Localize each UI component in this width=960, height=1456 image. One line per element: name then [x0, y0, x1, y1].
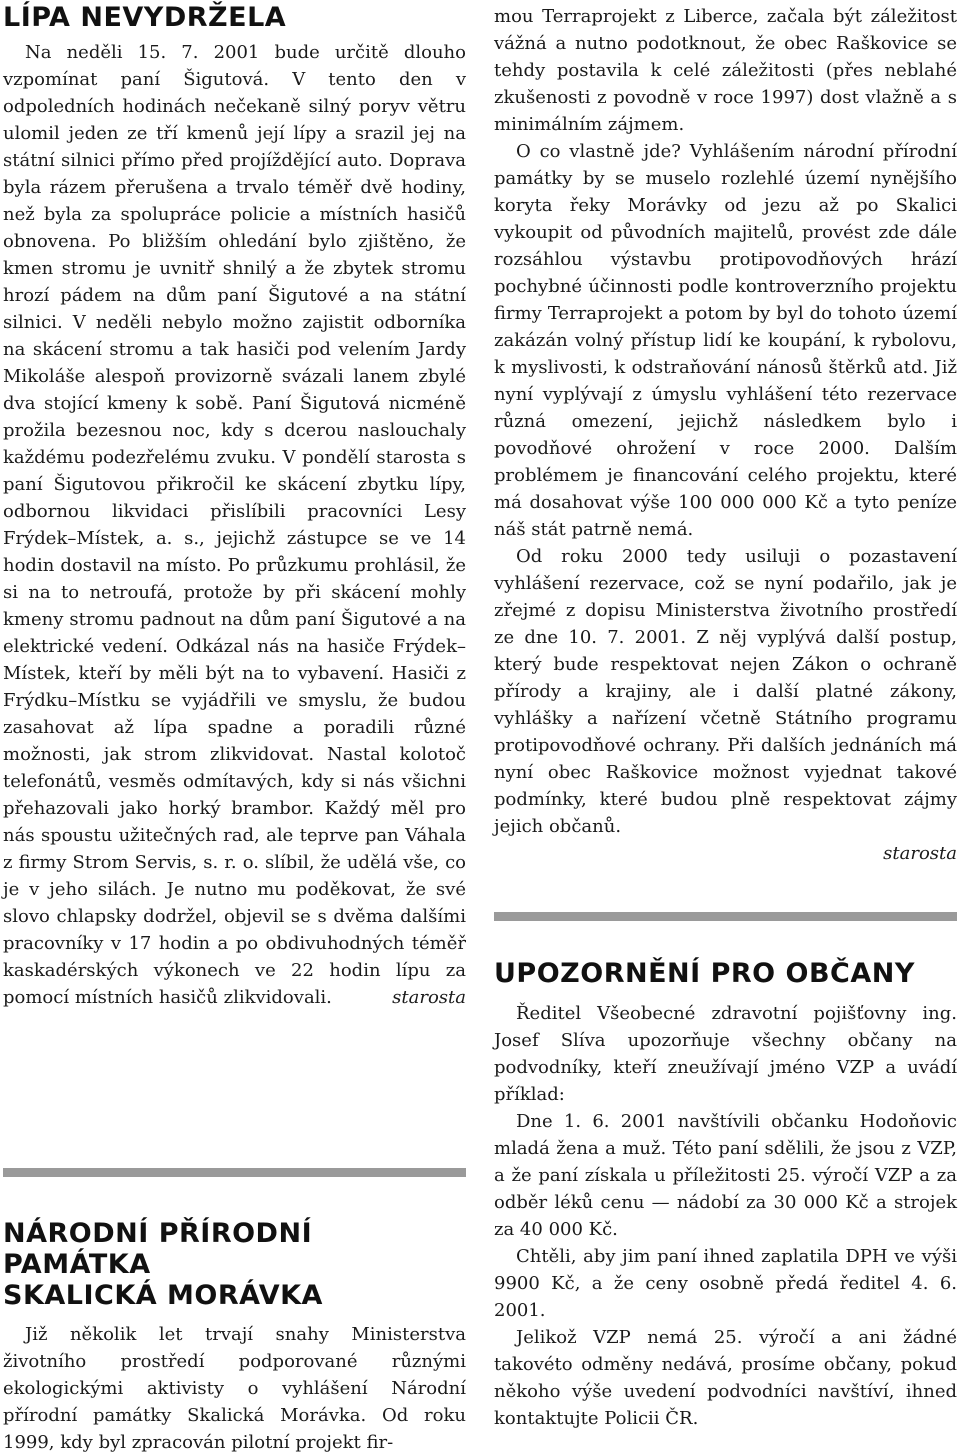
article-lipa	[3, 2, 466, 1011]
article-moravka-title-line1: NÁRODNÍ PŘÍRODNÍ PAMÁTKA	[3, 1218, 313, 1280]
section-divider-left	[3, 1168, 466, 1177]
article-upozorneni-paragraph-3: Chtěli, aby jim paní ihned zaplatila DPH ve výši 9900 Kč, a že ceny osobně předá ředitel 4. 6. 2001.	[494, 1246, 957, 1321]
article-upozorneni-paragraph-2: Dne 1. 6. 2001 navštívili občanku Hodoňovic mladá žena a muž. Této paní sdělili, že jsou z VZP, a že paní získala u příležitosti 25. výročí VZP a za odběr léků cenu — nádobí za 30 000 Kč a strojek za 40 000 Kč.	[494, 1111, 957, 1240]
article-moravka-body-left: Již několik let trvají snahy Ministerstva životního prostředí podporované různými ekologickými aktivisty o vyhlášení Národní přírodní památky Skalická Morávka. Od roku 1999, kdy byl zpracován pilotní projekt fir-	[3, 1324, 466, 1453]
article-upozorneni-paragraph-4: Jelikož VZP nemá 25. výročí a ani žádné takovéto odměny nedává, prosíme občany, pokud někoho výše uvedení podvodníci navštíví, ihned kontaktujte Policii ČR.	[494, 1327, 957, 1429]
article-moravka-continued	[494, 3, 957, 867]
article-upozorneni-title: UPOZORNĚNÍ PRO OBČANY	[494, 958, 915, 989]
article-moravka-paragraph-3: Od roku 2000 tedy usiluji o pozastavení vyhlášení rezervace, což se nyní podařilo, jak je zřejmé z dopisu Ministerstva životního prostředí ze dne 10. 7. 2001. Z něj vyplývá další postup, který bude respektovat nejen Zákon o ochraně přírody a krajiny, ale i další platné zákony, vyhlášky a nařízení včetně Státního programu protipovodňové ochrany. Při dalších jednáních má nyní obec Raškovice možnost vyjednat takové podmínky, které budou plně respektovat zájmy jejich občanů.	[494, 546, 957, 837]
article-lipa-title: LÍPA NEVYDRŽELA	[3, 2, 287, 33]
article-lipa-body: Na neděli 15. 7. 2001 bude určitě dlouho vzpomínat paní Šigutová. V tento den v odpoledních hodinách nečekaně silný poryv větru ulomil jeden ze tří kmenů její lípy a srazil jej na státní silnici přímo před projíždějící auto. Doprava byla rázem přerušena a trvalo téměř dvě hodiny, než byla za spolupráce policie a místních hasičů obnovena. Po bližším ohledání bylo zjištěno, že kmen stromu je uvnitř shnilý a že zbytek stromu hrozí pádem na dům paní Šigutové a na státní silnici. V neděli nebylo možno zajistit odborníka na skácení stromu a tak hasiči pod velením Jardy Mikoláše alespoň provizorně svázali lanem zbylé dva stojící kmeny k sobě. Paní Šigutová nicméně prožila bezesnou noc, kdy s dcerou naslouchaly každému podezřelému zvuku. V pondělí starosta s paní Šigutovou přikročil ke skácení zbytku lípy, odbornou likvidaci přislíbili pracovníci Lesy Frýdek–Místek, a. s., jejichž zástupce se ve 14 hodin dostavil na místo. Po průzkumu prohlásil, že si na to netroufá, protože by při skácení mohly kmeny stromu padnout na dům paní Šigutové a na elektrické vedení. Odkázal nás na hasiče Frýdek–Místek, kteří by měli být na to vybavení. Hasiči z Frýdku–Místku se vyjádřili ve smyslu, že budou zasahovat až lípa spadne a poradili různé možnosti, jak strom zlikvidovat. Nastal kolotoč telefonátů, vesměs odmítavých, kdy si nás všichni přehazovali jako horký brambor. Každý měl pro nás spoustu užitečných rad, ale teprve pan Váhala z firmy Strom Servis, s. r. o. slíbil, že udělá vše, co je v jeho silách. Je nutno mu poděkovat, že své slovo chlapsky dodržel, objevil se s dvěma dalšími pracovníky v 17 hodin a po obdivuhodných téměř kaskadérských výkonech ve 22 hodin lípu za pomocí místních hasičů zlikvidovali. starosta	[3, 39, 466, 1011]
article-upozorneni-paragraph-1: Ředitel Všeobecné zdravotní pojišťovny ing. Josef Slíva upozorňuje všechny občany na podvodníky, kteří zneužívají jméno VZP a uvádí příklad:	[494, 1003, 957, 1105]
article-moravka-title-line2: SKALICKÁ MORÁVKA	[3, 1280, 323, 1311]
article-moravka-paragraph-2: O co vlastně jde? Vyhlášením národní přírodní památky by se muselo rozlehlé území nynějšího koryta řeky Morávky od jezu až po Skalici vykoupit od původních majitelů, provést zde dále rozsáhlou výstavbu protipovodňových hrází pochybné účinnosti podle kontroverzního projektu firmy Terraprojekt a potom by byl do tohoto území zakázán volný přístup lidí ke koupání, k rybolovu, k myslivosti, k odstraňování nánosů štěrků atd. Již nyní vyplývají z úmyslu vyhlášení této rezervace různá omezení, jejichž následkem bylo i povodňové ohrožení v roce 2000. Dalším problémem je financování celého projektu, které má dosahovat výše 100 000 000 Kč a tyto peníze náš stát patrně nemá.	[494, 141, 957, 540]
article-moravka	[3, 1218, 466, 1456]
section-divider-right	[494, 912, 957, 921]
article-lipa-signature: starosta	[392, 987, 466, 1008]
article-moravka-body-right: mou Terraprojekt z Liberce, začala být záležitost vážná a nutno podotknout, že obec Raškovice se tehdy postavila k celé záležitosti (přes neblahé zkušenosti z povodně v roce 1997) dost vlažně a s minimálním zájmem.	[494, 6, 957, 135]
article-upozorneni	[494, 958, 957, 1432]
article-moravka-signature: starosta	[883, 843, 957, 864]
